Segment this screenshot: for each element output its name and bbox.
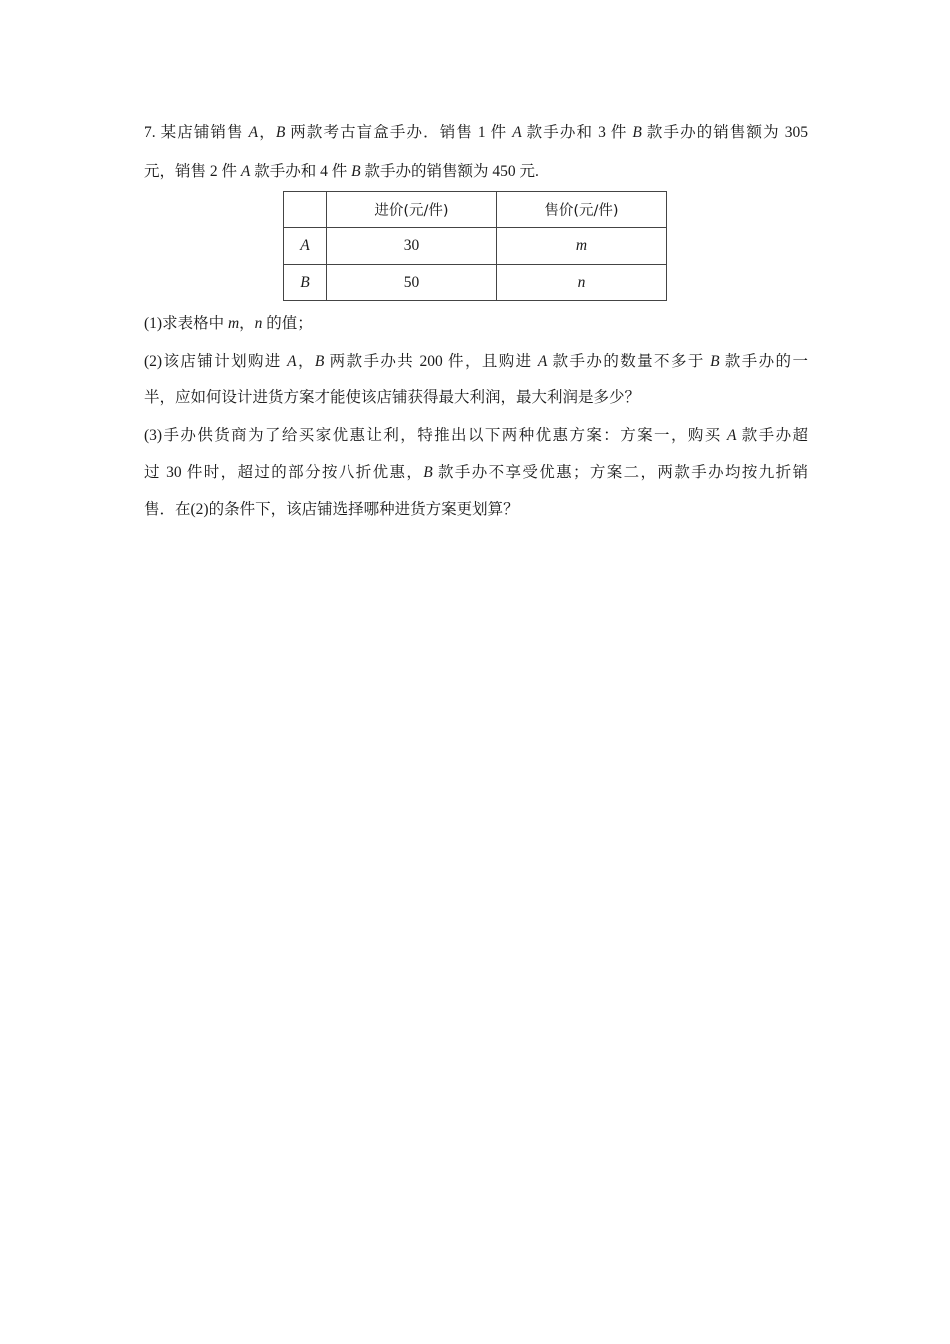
table-cell-price: n (497, 265, 667, 301)
text-run: 两款考古盲盒手办．销售 1 件 (285, 124, 513, 141)
table-cell-cost: 30 (327, 228, 497, 265)
math-variable: B (632, 124, 642, 141)
text-run: 款手办的数量不多于 (547, 353, 711, 370)
text-run: ， (258, 124, 276, 141)
text-run: ， (239, 315, 255, 332)
table-header-price: 售价(元/件) (497, 192, 667, 228)
math-variable: B (423, 464, 433, 481)
math-variable: A (240, 163, 251, 180)
text-run: ， (296, 353, 315, 370)
table-header-cost: 进价(元/件) (327, 192, 497, 228)
text-run: 款手办和 4 件 (250, 163, 352, 180)
math-variable: A (248, 124, 259, 141)
question-2-line-1 (144, 352, 808, 372)
question-3-line-2 (144, 463, 808, 483)
text-run: 7. 某店铺销售 (144, 124, 249, 141)
math-variable: B (275, 124, 286, 141)
math-variable: B (710, 353, 720, 370)
math-variable: A (512, 124, 522, 141)
text-run: 款手办的销售额为 450 元. (360, 163, 539, 180)
text-run: 售．在(2)的条件下，该店铺选择哪种进货方案更划算？ (144, 501, 519, 518)
text-run: 两款手办共 200 件，且购进 (324, 353, 538, 370)
question-3-line-1 (144, 426, 808, 446)
table-row (284, 265, 667, 301)
table-cell-cost: 50 (327, 265, 497, 301)
question-2-line-2 (144, 388, 808, 408)
text-run: 过 30 件时，超过的部分按八折优惠， (144, 464, 424, 481)
math-variable: m (227, 315, 240, 332)
text-run: 款手办和 3 件 (521, 124, 633, 141)
problem-stem-line-2 (144, 162, 808, 182)
math-variable: B (351, 163, 361, 180)
table-header-row (284, 192, 667, 228)
problem-stem-line-1 (144, 123, 808, 143)
question-3-line-3 (144, 500, 808, 520)
table-cell-item: B (284, 265, 327, 301)
text-run: (1)求表格中 (144, 315, 228, 332)
text-run: (2)该店铺计划购进 (144, 353, 288, 370)
math-variable: B (314, 353, 325, 370)
price-table (283, 191, 667, 301)
text-run: (3)手办供货商为了给买家优惠让利，特推出以下两种优惠方案：方案一，购买 (144, 427, 727, 444)
text-run: 元，销售 2 件 (144, 163, 241, 180)
math-variable: A (537, 353, 548, 370)
text-run: 款手办不享受优惠；方案二，两款手办均按九折销 (432, 464, 808, 481)
text-run: 款手办的一 (719, 353, 808, 370)
table-cell-price: m (497, 228, 667, 265)
text-run: 款手办的销售额为 305 (641, 124, 808, 141)
math-variable: A (287, 353, 297, 370)
table-cell-item: A (284, 228, 327, 265)
math-variable: n (254, 315, 263, 332)
math-variable: A (726, 427, 737, 444)
table-row (284, 228, 667, 265)
text-run: 半，应如何设计进货方案才能使该店铺获得最大利润，最大利润是多少？ (144, 389, 641, 406)
question-1-line-1 (144, 314, 808, 334)
text-run: 款手办超 (736, 427, 808, 444)
text-run: 的值； (262, 315, 313, 332)
table-header-empty (284, 192, 327, 228)
